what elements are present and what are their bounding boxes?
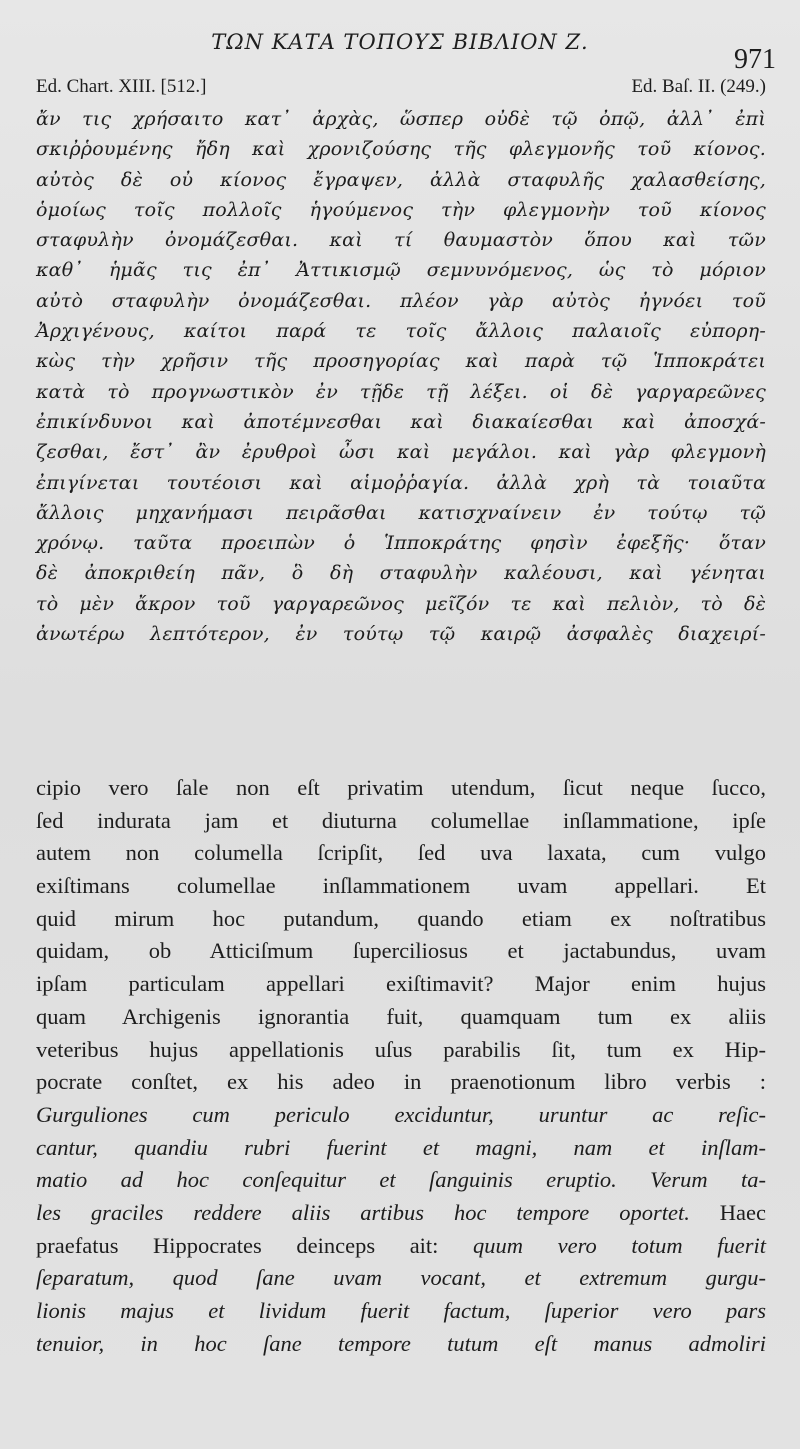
latin-line-quote: tenuior, in hoc ſane tempore tutum eſt manus admoliri — [36, 1330, 766, 1356]
greek-line: ἀνωτέρω λεπτότερον, ἐν τούτῳ τῷ καιρῷ ἀσφαλὲς διαχειρί- — [36, 623, 766, 646]
page-number: 971 — [734, 44, 776, 75]
greek-line: σταφυλὴν ὀνομάζεσθαι. καὶ τί θαυμαστὸν ὅπου καὶ τῶν — [36, 229, 766, 252]
latin-line — [36, 1197, 766, 1230]
latin-line — [36, 1066, 766, 1099]
greek-line: δὲ ἀποκριθείη πᾶν, ὃ δὴ σταφυλὴν καλέουσι, καὶ γένηται — [36, 562, 766, 585]
greek-line: κατὰ τὸ προγνωστικὸν ἐν τῇδε τῇ λέξει. οἱ δὲ γαργαρεῶνες — [36, 380, 766, 403]
latin-line: quam Archigenis ignorantia fuit, quamquam tum ex aliis — [36, 1003, 766, 1029]
latin-segment: pocrate conſtet, ex his adeo in praenotionum libro verbis — [36, 1069, 731, 1095]
latin-line-quote: cantur, quandiu rubri fuerint et magni, nam et inſlam- — [36, 1134, 766, 1160]
latin-line: quid mirum hoc putandum, quando etiam ex noſtratibus — [36, 905, 766, 931]
latin-line: ſed indurata jam et diuturna columellae inſlammatione, ipſe — [36, 807, 766, 833]
latin-line: ipſam particulam appellari exiſtimavit? Major enim hujus — [36, 971, 766, 997]
latin-line — [36, 1230, 766, 1263]
latin-line: cipio vero ſale non eſt privatim utendum, ſicut neque ſucco, — [36, 775, 766, 800]
latin-line-quote: lionis majus et lividum fuerit factum, ſuperior vero pars — [36, 1298, 766, 1323]
greek-line: κὼς τὴν χρῆσιν τῆς προσηγορίας καὶ παρὰ τῷ Ἱπποκράτει — [36, 350, 766, 373]
greek-line: ὁμοίως τοῖς πολλοῖς ἡγούμενος τὴν φλεγμονὴν τοῦ κίονος — [36, 198, 766, 221]
greek-line: αὐτὸ σταφυλὴν ὀνομάζεσθαι. πλέον γὰρ αὐτὸς ἠγνόει τοῦ — [36, 289, 766, 312]
latin-line-quote: Gurguliones cum periculo exciduntur, uruntur ac reſic- — [36, 1101, 766, 1127]
greek-line: ἄν τις χρήσαιτο κατ᾽ ἀρχὰς, ὥσπερ οὐδὲ τῷ ὀπῷ, ἀλλ᾽ ἐπὶ — [36, 108, 766, 130]
latin-text-block — [36, 772, 766, 1360]
greek-line: Ἀρχιγένους, καίτοι παρά τε τοῖς ἄλλοις παλαιοῖς εὐπορη- — [36, 320, 766, 343]
greek-line: σκιῤῥουμένης ἤδη καὶ χρονιζούσης τῆς φλεγμονῆς τοῦ κίονος. — [36, 138, 766, 161]
latin-line-quote: ſeparatum, quod ſane uvam vocant, et extremum gurgu- — [36, 1265, 766, 1291]
greek-line: ζεσθαι, ἔστ᾽ ἂν ἐρυθροὶ ὦσι καὶ μεγάλοι. καὶ γὰρ φλεγμονὴ — [36, 441, 766, 464]
greek-line: ἐπικίνδυνοι καὶ ἀποτέμνεσθαι καὶ διακαίεσθαι καὶ ἀποσχά- — [36, 410, 766, 433]
latin-line-quote: matio ad hoc conſequitur et ſanguinis eruptio. Verum ta- — [36, 1167, 766, 1193]
greek-line: τὸ μὲν ἄκρον τοῦ γαργαρεῶνος μεῖζόν τε καὶ πελιὸν, τὸ δὲ — [36, 592, 766, 615]
greek-line: αὐτὸς δὲ οὐ κίονος ἔγραψεν, ἀλλὰ σταφυλῆς χαλασθείσης, — [36, 168, 766, 191]
latin-segment: Haec — [719, 1199, 767, 1225]
latin-segment-quote: les graciles reddere aliis artibus hoc tempore oportet. — [36, 1199, 690, 1225]
running-title: ΤΩΝ ΚΑΤΑ ΤΟΠΟΥΣ ΒΙΒΛΙΟΝ Ζ. — [211, 30, 589, 54]
latin-segment-quote: quum vero totum fuerit — [473, 1232, 767, 1258]
greek-line: ἐπιγίνεται τουτέοισι καὶ αἱμοῤῥαγία. ἀλλὰ χρὴ τὰ τοιαῦτα — [36, 471, 766, 494]
greek-line: καθ᾽ ἡμᾶς τις ἐπ᾽ Ἀττικισμῷ σεμνυνόμενος, ὡς τὸ μόριον — [36, 259, 766, 282]
greek-line: χρόνῳ. ταῦτα προειπὼν ὁ Ἱπποκράτης φησὶν ἐφεξῆς· ὅταν — [36, 532, 766, 555]
latin-segment: praefatus Hippocrates deinceps ait: — [36, 1232, 439, 1258]
latin-line: quidam, ob Atticiſmum ſuperciliosus et jactabundus, uvam — [36, 938, 766, 964]
latin-line: exiſtimans columellae inſlammationem uvam appellari. Et — [36, 873, 766, 899]
edition-reference-left: Ed. Chart. XIII. [512.] — [36, 76, 207, 97]
latin-line: veteribus hujus appellationis uſus parabilis ſit, tum ex Hip- — [36, 1036, 766, 1062]
latin-line: autem non columella ſcripſit, ſed uva laxata, cum vulgo — [36, 840, 766, 866]
edition-reference-right: Ed. Baſ. II. (249.) — [631, 76, 766, 97]
greek-line: ἄλλοις μηχανήμασι πειρᾶσθαι κατισχναίνειν ἐν τούτῳ τῷ — [36, 501, 766, 524]
greek-text-block — [36, 104, 766, 649]
latin-segment: : — [759, 1069, 767, 1095]
